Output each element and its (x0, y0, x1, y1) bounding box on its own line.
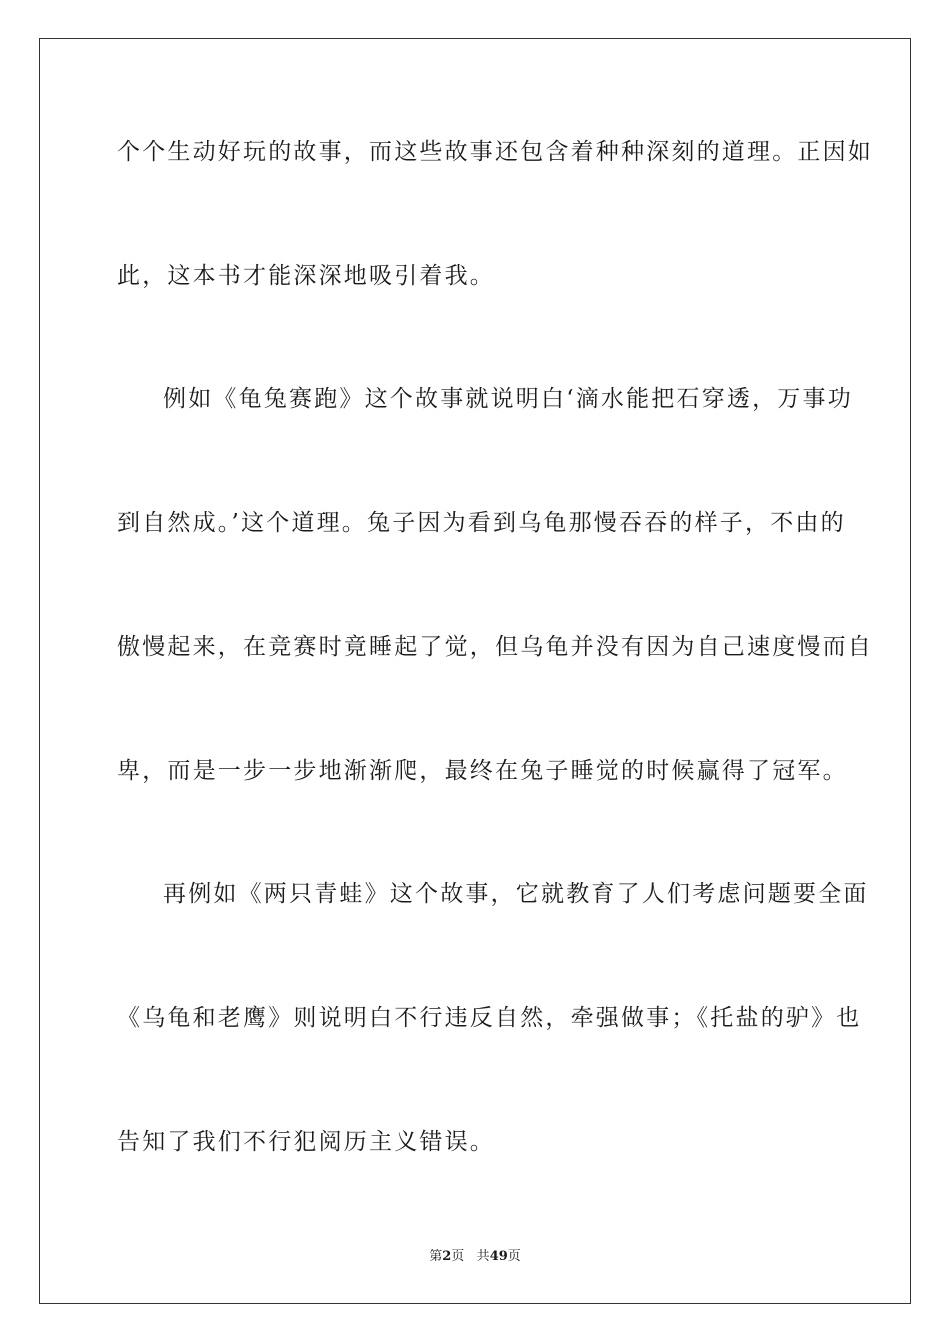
text-line-5: 傲慢起来，在竞赛时竟睡起了觉，但乌龟并没有因为自己速度慢而自 (117, 634, 873, 660)
page-border (39, 38, 911, 1304)
page-number: 2 (442, 1249, 452, 1264)
total-pages: 49 (489, 1249, 508, 1264)
page-footer (0, 1248, 950, 1266)
paragraph-start-line-3: 例如《龟兔赛跑》这个故事就说明白‘滴水能把石穿透，万事功 (163, 386, 853, 412)
page-suffix: 页 (451, 1249, 465, 1264)
text-line-8: 《乌龟和老鹰》则说明白不行违反自然，牵强做事；《托盐的驴》也 (117, 1005, 862, 1031)
paragraph-start-line-7: 再例如《两只青蛙》这个故事，它就教育了人们考虑问题要全面 (163, 881, 869, 907)
page-prefix: 第 (429, 1249, 443, 1264)
text-line-1: 个个生动好玩的故事，而这些故事还包含着种种深刻的道理。正因如 (117, 139, 873, 165)
text-line-9: 告知了我们不行犯阅历主义错误。 (117, 1129, 495, 1155)
total-suffix: 页 (507, 1249, 521, 1264)
total-prefix: 共 (476, 1249, 490, 1264)
text-line-4: 到自然成。’这个道理。兔子因为看到乌龟那慢吞吞的样子，不由的 (117, 510, 846, 536)
text-line-2: 此，这本书才能深深地吸引着我。 (117, 263, 495, 289)
text-line-6: 卑，而是一步一步地渐渐爬，最终在兔子睡觉的时候赢得了冠军。 (117, 758, 848, 784)
